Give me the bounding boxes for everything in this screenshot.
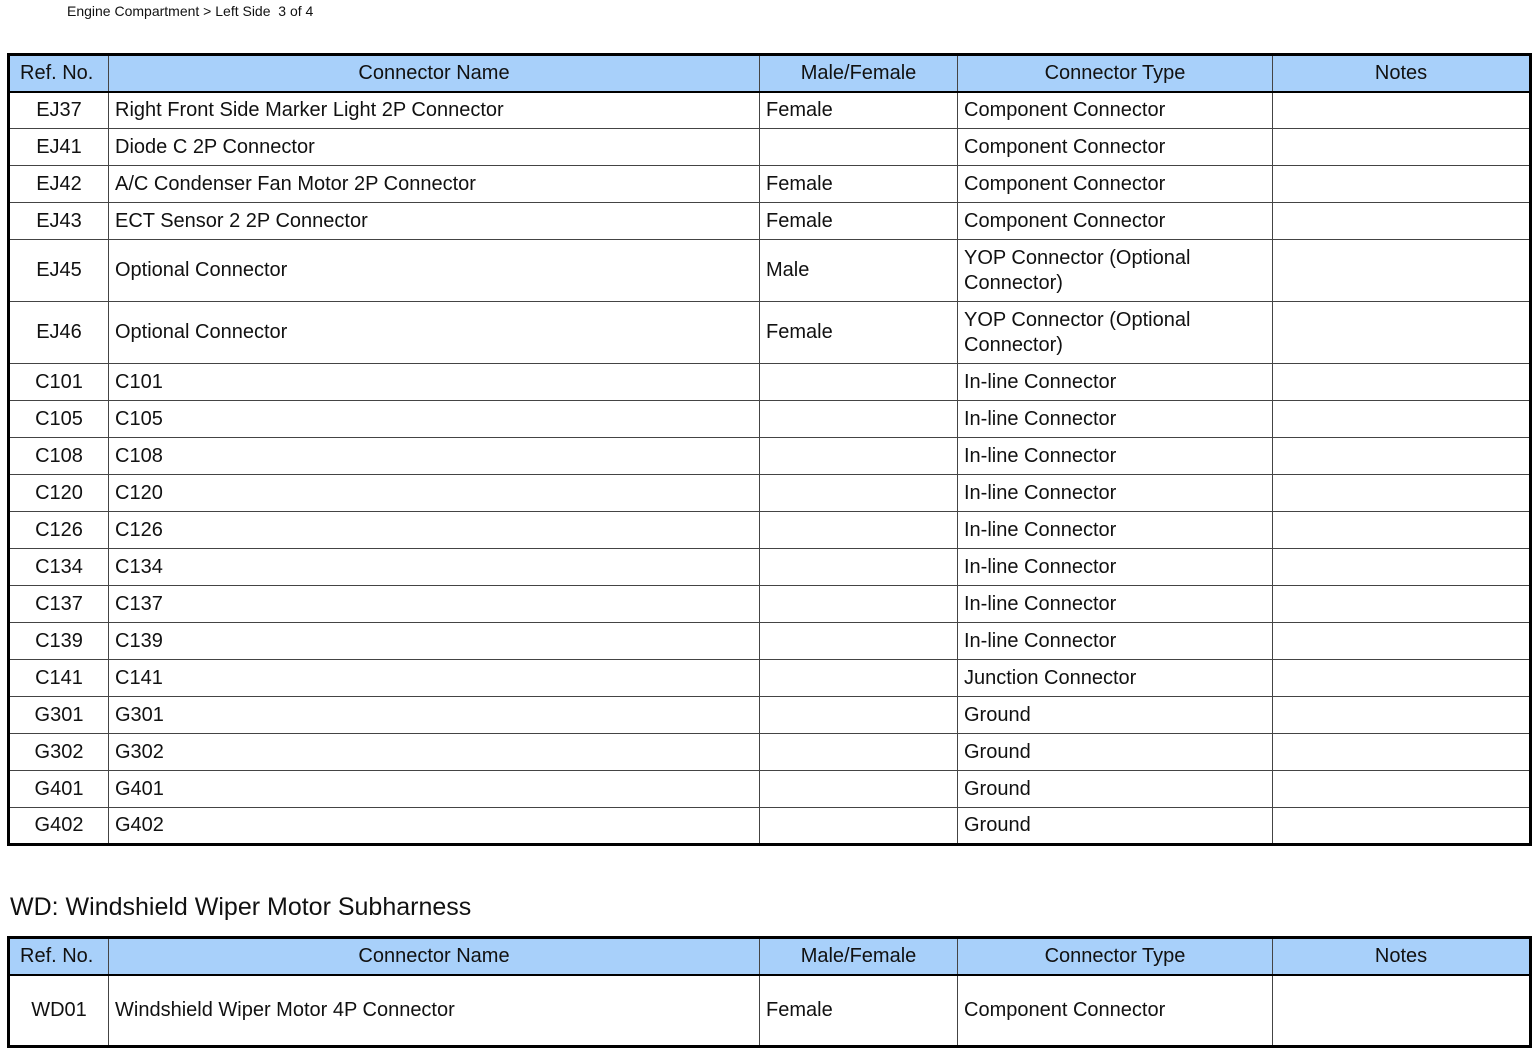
connector-name-cell: Diode C 2P Connector (109, 129, 760, 166)
table-row (9, 401, 1531, 438)
connector-type-cell: Ground (958, 697, 1273, 734)
notes-cell (1273, 438, 1531, 475)
notes-cell (1273, 808, 1531, 845)
connector-type-cell: In-line Connector (958, 586, 1273, 623)
ref-no-cell: G301 (9, 697, 109, 734)
male-female-cell (760, 697, 958, 734)
notes-cell (1273, 92, 1531, 129)
male-female-cell: Female (760, 302, 958, 364)
ref-no-cell: C137 (9, 586, 109, 623)
male-female-cell (760, 808, 958, 845)
ref-no-cell: C120 (9, 475, 109, 512)
table-row (9, 364, 1531, 401)
connector-name-cell: C126 (109, 512, 760, 549)
connector-table-main (7, 53, 1532, 846)
ref-no-cell: C139 (9, 623, 109, 660)
notes-cell (1273, 586, 1531, 623)
ref-no-cell: C134 (9, 549, 109, 586)
connector-name-cell: C137 (109, 586, 760, 623)
male-female-cell: Male (760, 240, 958, 302)
male-female-cell (760, 475, 958, 512)
table-row (9, 771, 1531, 808)
male-female-cell: Female (760, 166, 958, 203)
connector-type-cell: In-line Connector (958, 364, 1273, 401)
column-header-connector-type: Connector Type (958, 938, 1273, 975)
ref-no-cell: EJ46 (9, 302, 109, 364)
connector-type-cell: In-line Connector (958, 512, 1273, 549)
connector-name-cell: Windshield Wiper Motor 4P Connector (109, 975, 760, 1047)
notes-cell (1273, 771, 1531, 808)
connector-type-cell: Ground (958, 808, 1273, 845)
male-female-cell (760, 623, 958, 660)
notes-cell (1273, 166, 1531, 203)
table-header-row (9, 938, 1531, 975)
column-header-male-female: Male/Female (760, 938, 958, 975)
connector-name-cell: Right Front Side Marker Light 2P Connector (109, 92, 760, 129)
connector-name-cell: C108 (109, 438, 760, 475)
table-body (9, 975, 1531, 1047)
notes-cell (1273, 129, 1531, 166)
connector-type-cell: Component Connector (958, 92, 1273, 129)
connector-type-cell: Component Connector (958, 166, 1273, 203)
notes-cell (1273, 623, 1531, 660)
connector-name-cell: C101 (109, 364, 760, 401)
section-title: WD: Windshield Wiper Motor Subharness (10, 893, 472, 921)
connector-type-cell: YOP Connector (Optional Connector) (958, 240, 1273, 302)
connector-name-cell: Optional Connector (109, 240, 760, 302)
notes-cell (1273, 660, 1531, 697)
connector-name-cell: G402 (109, 808, 760, 845)
male-female-cell (760, 734, 958, 771)
male-female-cell (760, 512, 958, 549)
connector-name-cell: G302 (109, 734, 760, 771)
connector-name-cell: C141 (109, 660, 760, 697)
column-header-ref-no: Ref. No. (9, 938, 109, 975)
column-header-connector-type: Connector Type (958, 55, 1273, 92)
male-female-cell (760, 129, 958, 166)
table-row (9, 975, 1531, 1047)
connector-type-cell: In-line Connector (958, 438, 1273, 475)
table-row (9, 623, 1531, 660)
notes-cell (1273, 975, 1531, 1047)
ref-no-cell: WD01 (9, 975, 109, 1047)
notes-cell (1273, 364, 1531, 401)
column-header-ref-no: Ref. No. (9, 55, 109, 92)
table-row (9, 734, 1531, 771)
ref-no-cell: EJ41 (9, 129, 109, 166)
male-female-cell (760, 364, 958, 401)
table-row (9, 586, 1531, 623)
table-row (9, 438, 1531, 475)
connector-name-cell: ECT Sensor 2 2P Connector (109, 203, 760, 240)
notes-cell (1273, 240, 1531, 302)
connector-name-cell: C139 (109, 623, 760, 660)
table-row (9, 549, 1531, 586)
male-female-cell (760, 401, 958, 438)
ref-no-cell: EJ42 (9, 166, 109, 203)
connector-name-cell: G401 (109, 771, 760, 808)
connector-type-cell: In-line Connector (958, 475, 1273, 512)
table-row (9, 92, 1531, 129)
connector-name-cell: A/C Condenser Fan Motor 2P Connector (109, 166, 760, 203)
table-row (9, 302, 1531, 364)
table-row (9, 166, 1531, 203)
male-female-cell: Female (760, 975, 958, 1047)
ref-no-cell: EJ43 (9, 203, 109, 240)
column-header-notes: Notes (1273, 938, 1531, 975)
ref-no-cell: G401 (9, 771, 109, 808)
notes-cell (1273, 549, 1531, 586)
ref-no-cell: EJ37 (9, 92, 109, 129)
connector-type-cell: YOP Connector (Optional Connector) (958, 302, 1273, 364)
male-female-cell (760, 771, 958, 808)
ref-no-cell: C105 (9, 401, 109, 438)
table-body (9, 92, 1531, 845)
table-row (9, 512, 1531, 549)
connector-name-cell: C120 (109, 475, 760, 512)
connector-name-cell: C134 (109, 549, 760, 586)
table-row (9, 129, 1531, 166)
table-row (9, 475, 1531, 512)
ref-no-cell: C101 (9, 364, 109, 401)
table-row (9, 697, 1531, 734)
table-header-row (9, 55, 1531, 92)
connector-type-cell: Ground (958, 771, 1273, 808)
male-female-cell (760, 549, 958, 586)
male-female-cell: Female (760, 203, 958, 240)
connector-type-cell: In-line Connector (958, 549, 1273, 586)
table-row (9, 203, 1531, 240)
ref-no-cell: EJ45 (9, 240, 109, 302)
notes-cell (1273, 203, 1531, 240)
notes-cell (1273, 697, 1531, 734)
connector-type-cell: Junction Connector (958, 660, 1273, 697)
connector-type-cell: In-line Connector (958, 623, 1273, 660)
notes-cell (1273, 302, 1531, 364)
male-female-cell (760, 438, 958, 475)
ref-no-cell: C108 (9, 438, 109, 475)
connector-type-cell: Component Connector (958, 129, 1273, 166)
table-row (9, 660, 1531, 697)
notes-cell (1273, 512, 1531, 549)
connector-type-cell: Component Connector (958, 975, 1273, 1047)
table-row (9, 808, 1531, 845)
connector-type-cell: Ground (958, 734, 1273, 771)
column-header-connector-name: Connector Name (109, 938, 760, 975)
column-header-notes: Notes (1273, 55, 1531, 92)
connector-type-cell: In-line Connector (958, 401, 1273, 438)
ref-no-cell: G402 (9, 808, 109, 845)
ref-no-cell: G302 (9, 734, 109, 771)
connector-type-cell: Component Connector (958, 203, 1273, 240)
breadcrumb: Engine Compartment > Left Side 3 of 4 (67, 3, 314, 19)
connector-name-cell: Optional Connector (109, 302, 760, 364)
connector-name-cell: C105 (109, 401, 760, 438)
connector-name-cell: G301 (109, 697, 760, 734)
ref-no-cell: C126 (9, 512, 109, 549)
column-header-male-female: Male/Female (760, 55, 958, 92)
table-row (9, 240, 1531, 302)
connector-table-wd (7, 936, 1532, 1048)
ref-no-cell: C141 (9, 660, 109, 697)
male-female-cell (760, 660, 958, 697)
notes-cell (1273, 734, 1531, 771)
notes-cell (1273, 475, 1531, 512)
male-female-cell: Female (760, 92, 958, 129)
male-female-cell (760, 586, 958, 623)
column-header-connector-name: Connector Name (109, 55, 760, 92)
notes-cell (1273, 401, 1531, 438)
